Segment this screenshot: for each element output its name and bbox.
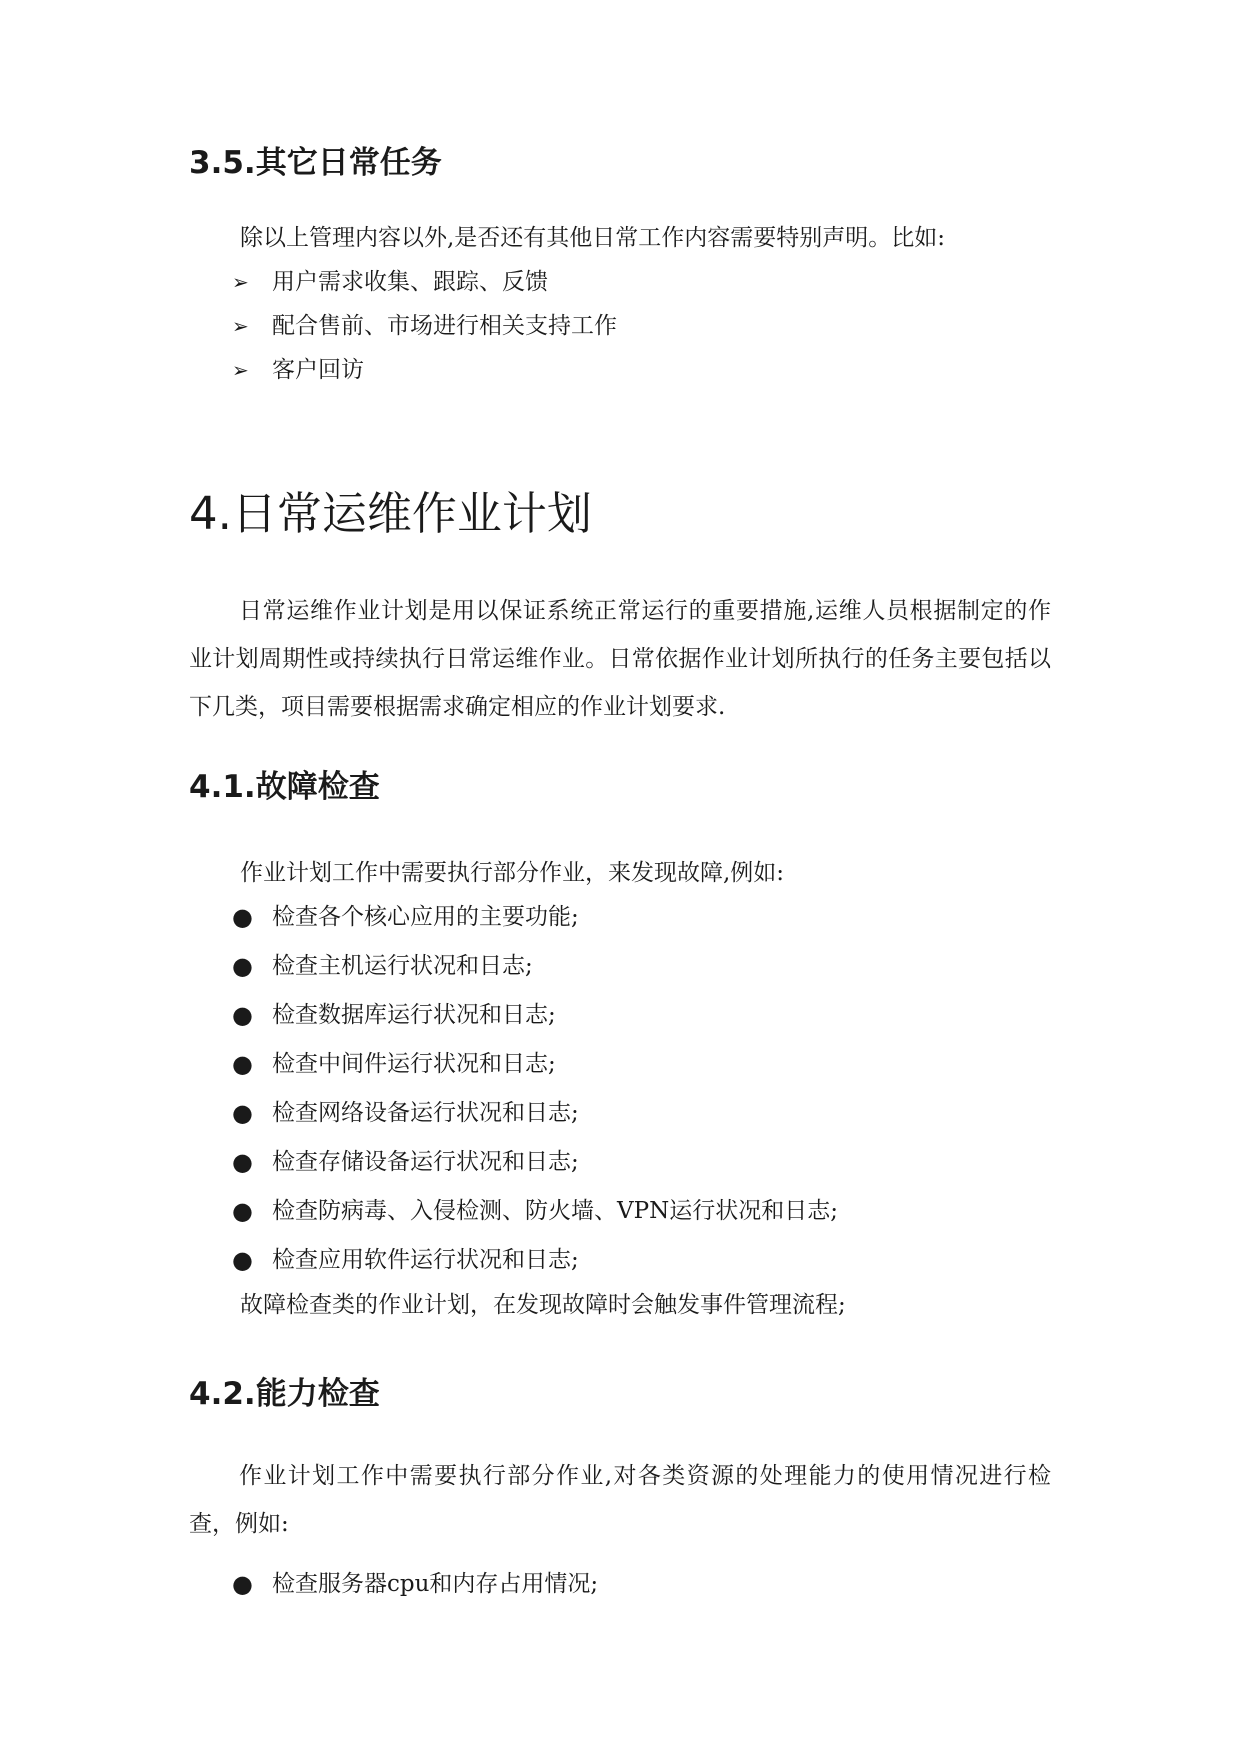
list-item-text: 检查数据库运行状况和日志; <box>272 1002 556 1028</box>
intro-4-1: 作业计划工作中需要执行部分作业，来发现故障,例如: <box>240 860 785 886</box>
intro-3-5: 除以上管理内容以外,是否还有其他日常工作内容需要特别声明。比如: <box>240 225 946 251</box>
list-item <box>232 899 579 935</box>
list-item <box>232 264 548 300</box>
heading-4-1: 4.1.故障检查 <box>189 769 380 805</box>
bullet-icon: ● <box>232 903 253 931</box>
bullet-icon: ● <box>232 1246 253 1274</box>
list-item-text: 检查防病毒、入侵检测、防火墙、VPN运行状况和日志; <box>272 1198 838 1224</box>
list-item <box>232 1144 579 1180</box>
list-item <box>232 1242 579 1278</box>
list-item <box>232 308 617 344</box>
bullet-icon: ● <box>232 1570 253 1598</box>
arrow-bullet-icon: ➢ <box>232 314 249 338</box>
list-item-text: 检查中间件运行状况和日志; <box>272 1051 556 1077</box>
bullet-icon: ● <box>232 1099 253 1127</box>
list-item-text: 检查主机运行状况和日志; <box>272 953 533 979</box>
arrow-bullet-icon: ➢ <box>232 270 249 294</box>
bullet-icon: ● <box>232 952 253 980</box>
outro-4-1: 故障检查类的作业计划，在发现故障时会触发事件管理流程; <box>240 1292 846 1318</box>
list-item <box>232 997 556 1033</box>
heading-4: 4.日常运维作业计划 <box>189 487 592 540</box>
list-item <box>232 352 364 388</box>
list-item-text: 检查存储设备运行状况和日志; <box>272 1149 579 1175</box>
bullet-icon: ● <box>232 1197 253 1225</box>
list-item <box>232 1566 598 1602</box>
list-item <box>232 1046 556 1082</box>
arrow-bullet-icon: ➢ <box>232 358 249 382</box>
bullet-icon: ● <box>232 1050 253 1078</box>
bullet-icon: ● <box>232 1001 253 1029</box>
list-item <box>232 948 533 984</box>
heading-4-2: 4.2.能力检查 <box>189 1376 380 1412</box>
list-item-text: 配合售前、市场进行相关支持工作 <box>272 313 617 339</box>
list-item <box>232 1095 579 1131</box>
paragraph-4-2: 作业计划工作中需要执行部分作业,对各类资源的处理能力的使用情况进行检查，例如: <box>189 1463 1051 1537</box>
list-item <box>232 1193 838 1229</box>
list-item-text: 客户回访 <box>272 357 364 383</box>
list-item-text: 检查应用软件运行状况和日志; <box>272 1247 579 1273</box>
bullet-icon: ● <box>232 1148 253 1176</box>
list-item-text: 检查各个核心应用的主要功能; <box>272 904 579 930</box>
list-item-text: 检查服务器cpu和内存占用情况; <box>272 1571 599 1597</box>
heading-3-5: 3.5.其它日常任务 <box>189 145 442 181</box>
paragraph-4: 日常运维作业计划是用以保证系统正常运行的重要措施,运维人员根据制定的作业计划周期性或持续执行日常运维作业。日常依据作业计划所执行的任务主要包括以下几类，项目需要根据需求确定相应的作业计划要求. <box>189 598 1051 720</box>
list-item-text: 检查网络设备运行状况和日志; <box>272 1100 579 1126</box>
list-item-text: 用户需求收集、跟踪、反馈 <box>272 269 548 295</box>
